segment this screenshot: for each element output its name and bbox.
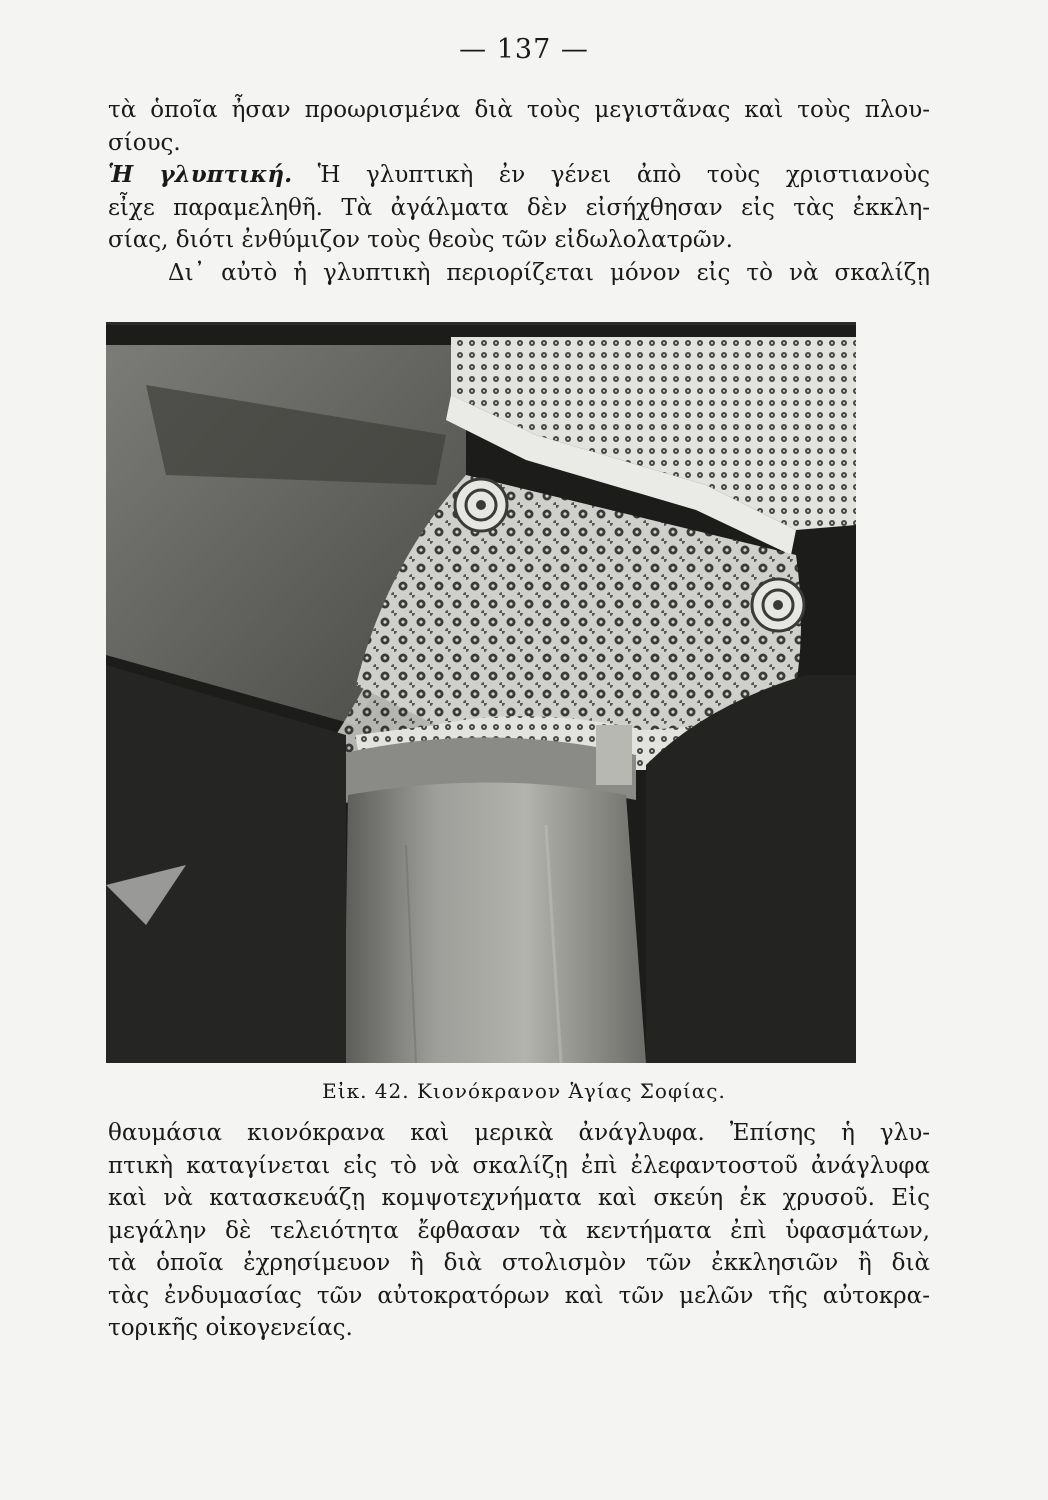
- text-line: τὰ ὁποῖα ἦσαν προωρισμένα διὰ τοὺς μεγιστᾶνας καὶ τοὺς πλου-: [108, 97, 930, 123]
- text-line: μεγάλην δὲ τελειότητα ἔφθασαν τὰ κεντήματα ἐπὶ ὑφασμάτων,: [108, 1217, 930, 1244]
- text-line: θαυμάσια κιονόκρανα καὶ μερικὰ ἀνάγλυφα. Ἐπίσης ἡ γλυ-: [108, 1120, 930, 1146]
- text-line: πτικὴ καταγίνεται εἰς τὸ νὰ σκαλίζῃ ἐπὶ ἐλεφαντοστοῦ ἀνάγλυφα: [108, 1152, 930, 1179]
- bottom-text-block: [108, 1117, 930, 1345]
- figure-caption: Εἰκ. 42. Κιονόκρανον Ἁγίας Σοφίας.: [322, 1079, 726, 1103]
- text-line: σίας, διότι ἐνθύμιζον τοὺς θεοὺς τῶν εἰδωλολατρῶν.: [108, 227, 733, 253]
- section-first-line: [108, 159, 930, 192]
- text-line: τὰς ἐνδυμασίας τῶν αὐτοκρατόρων καὶ τῶν μελῶν τῆς αὐτοκρα-: [108, 1282, 930, 1309]
- page-number: — 137 —: [459, 34, 589, 65]
- top-text-block: [108, 94, 930, 289]
- text-line: τὰ ὁποῖα ἐχρησίμευον ἢ διὰ στολισμὸν τῶν ἐκκλησιῶν ἢ διὰ: [108, 1250, 930, 1276]
- text-line: εἶχε παραμεληθῆ. Τὰ ἀγάλματα δὲν εἰσήχθησαν εἰς τὰς ἐκκλη-: [108, 194, 930, 221]
- column-capital-photo: [106, 322, 856, 1063]
- text-line: καὶ νὰ κατασκευάζῃ κομψοτεχνήματα καὶ σκεύη ἐκ χρυσοῦ. Εἰς: [108, 1185, 930, 1211]
- text-line: τορικῆς οἰκογενείας.: [108, 1315, 353, 1341]
- section-heading: Ἡ γλυπτική.: [108, 161, 293, 188]
- section-first-line-text: Ἡ γλυπτικὴ ἐν γένει ἀπὸ τοὺς χριστιανοὺς: [317, 162, 930, 188]
- text-line: σίους.: [108, 129, 181, 156]
- text-line: Δι᾽ αὐτὸ ἡ γλυπτικὴ περιορίζεται μόνον εἰς τὸ νὰ σκαλίζῃ: [168, 259, 930, 286]
